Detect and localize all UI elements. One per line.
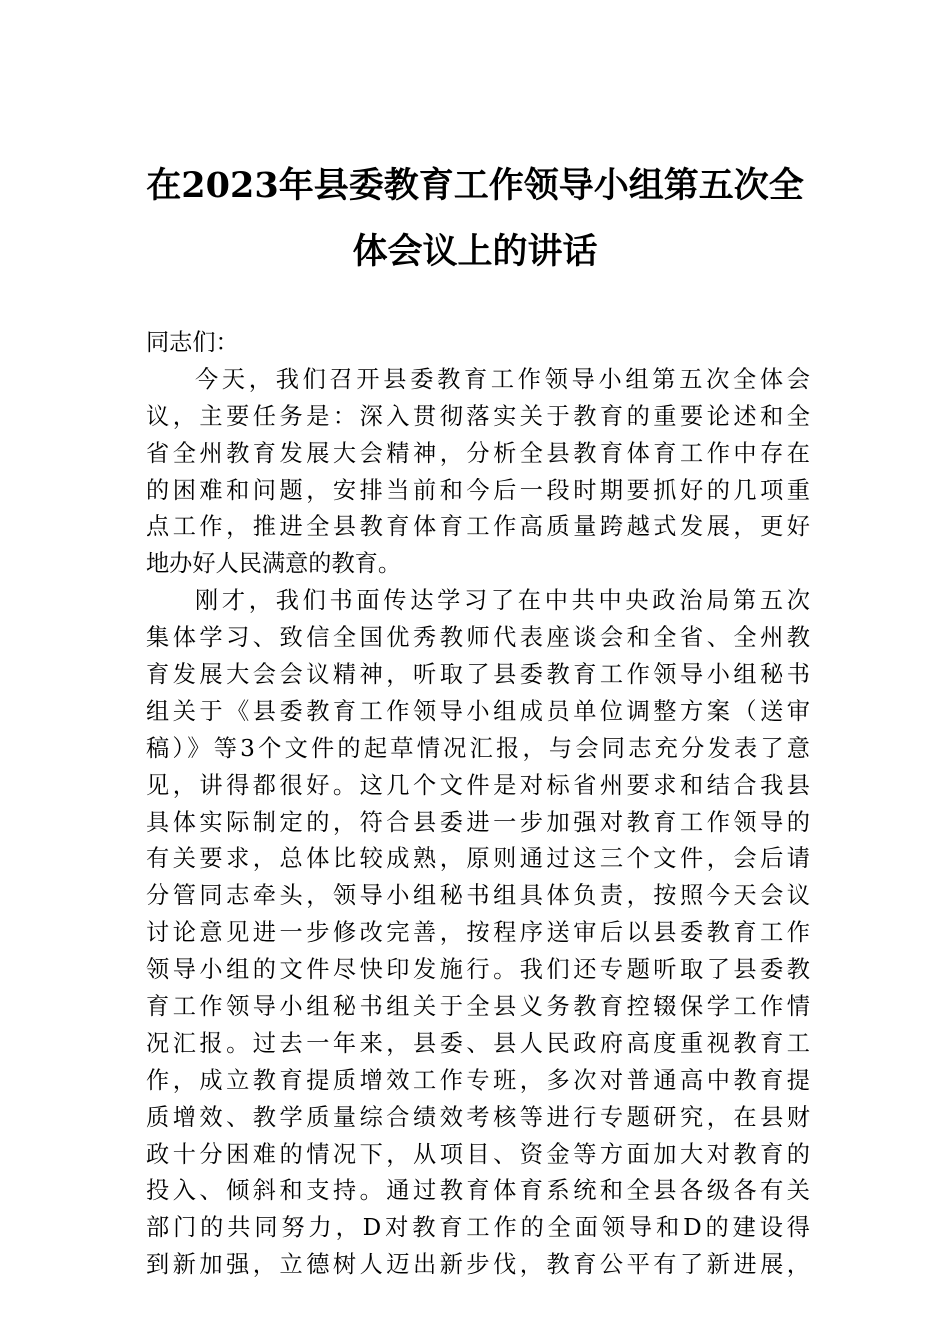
- paragraph-1-line: 的困难和问题，安排当前和今后一段时期要抓好的几项重: [146, 476, 810, 504]
- paragraph-2-line: 部门的共同努力，D对教育工作的全面领导和D的建设得: [146, 1214, 810, 1242]
- paragraph-2-line: 到新加强，立德树人迈出新步伐，教育公平有了新进展，: [146, 1251, 810, 1279]
- paragraph-2-line: 讨论意见进一步修改完善，按程序送审后以县委教育工作: [146, 919, 810, 947]
- paragraph-2-line: 况汇报。过去一年来，县委、县人民政府高度重视教育工: [146, 1029, 810, 1057]
- paragraph-1-line: 地办好人民满意的教育。: [146, 550, 402, 578]
- paragraph-2-line: 育工作领导小组秘书组关于全县义务教育控辍保学工作情: [146, 993, 810, 1021]
- document-title-line-1: 在2023年县委教育工作领导小组第五次全: [146, 165, 804, 206]
- paragraph-1-line: 点工作，推进全县教育体育工作高质量跨越式发展，更好: [146, 513, 810, 541]
- salutation: 同志们：: [146, 329, 239, 356]
- document-title-line-2: 体会议上的讲话: [352, 231, 598, 272]
- paragraph-2-line: 领导小组的文件尽快印发施行。我们还专题听取了县委教: [146, 956, 810, 984]
- paragraph-2-line: 集体学习、致信全国优秀教师代表座谈会和全省、全州教: [146, 624, 810, 652]
- paragraph-2-line: 投入、倾斜和支持。通过教育体育系统和全县各级各有关: [146, 1177, 810, 1205]
- paragraph-1-line: 今天，我们召开县委教育工作领导小组第五次全体会: [195, 365, 810, 393]
- paragraph-2-line: 政十分困难的情况下，从项目、资金等方面加大对教育的: [146, 1140, 810, 1168]
- paragraph-2-line: 见，讲得都很好。这几个文件是对标省州要求和结合我县: [146, 771, 810, 799]
- paragraph-2-line: 分管同志牵头，领导小组秘书组具体负责，按照今天会议: [146, 882, 810, 910]
- paragraph-2-line: 刚才，我们书面传达学习了在中共中央政治局第五次: [195, 587, 810, 615]
- paragraph-1-line: 省全州教育发展大会精神，分析全县教育体育工作中存在: [146, 439, 810, 467]
- paragraph-2-line: 质增效、教学质量综合绩效考核等进行专题研究，在县财: [146, 1103, 810, 1131]
- paragraph-2-line: 育发展大会会议精神，听取了县委教育工作领导小组秘书: [146, 661, 810, 689]
- paragraph-2-line: 有关要求，总体比较成熟，原则通过这三个文件，会后请: [146, 845, 810, 873]
- paragraph-2-line: 作，成立教育提质增效工作专班，多次对普通高中教育提: [146, 1066, 810, 1094]
- paragraph-2-line: 具体实际制定的，符合县委进一步加强对教育工作领导的: [146, 808, 810, 836]
- paragraph-2-line: 稿）》等3个文件的起草情况汇报，与会同志充分发表了意: [146, 734, 810, 762]
- paragraph-1-line: 议，主要任务是：深入贯彻落实关于教育的重要论述和全: [146, 402, 810, 430]
- document-body: [146, 325, 810, 1284]
- paragraph-2-line: 组关于《县委教育工作领导小组成员单位调整方案（送审: [146, 697, 810, 725]
